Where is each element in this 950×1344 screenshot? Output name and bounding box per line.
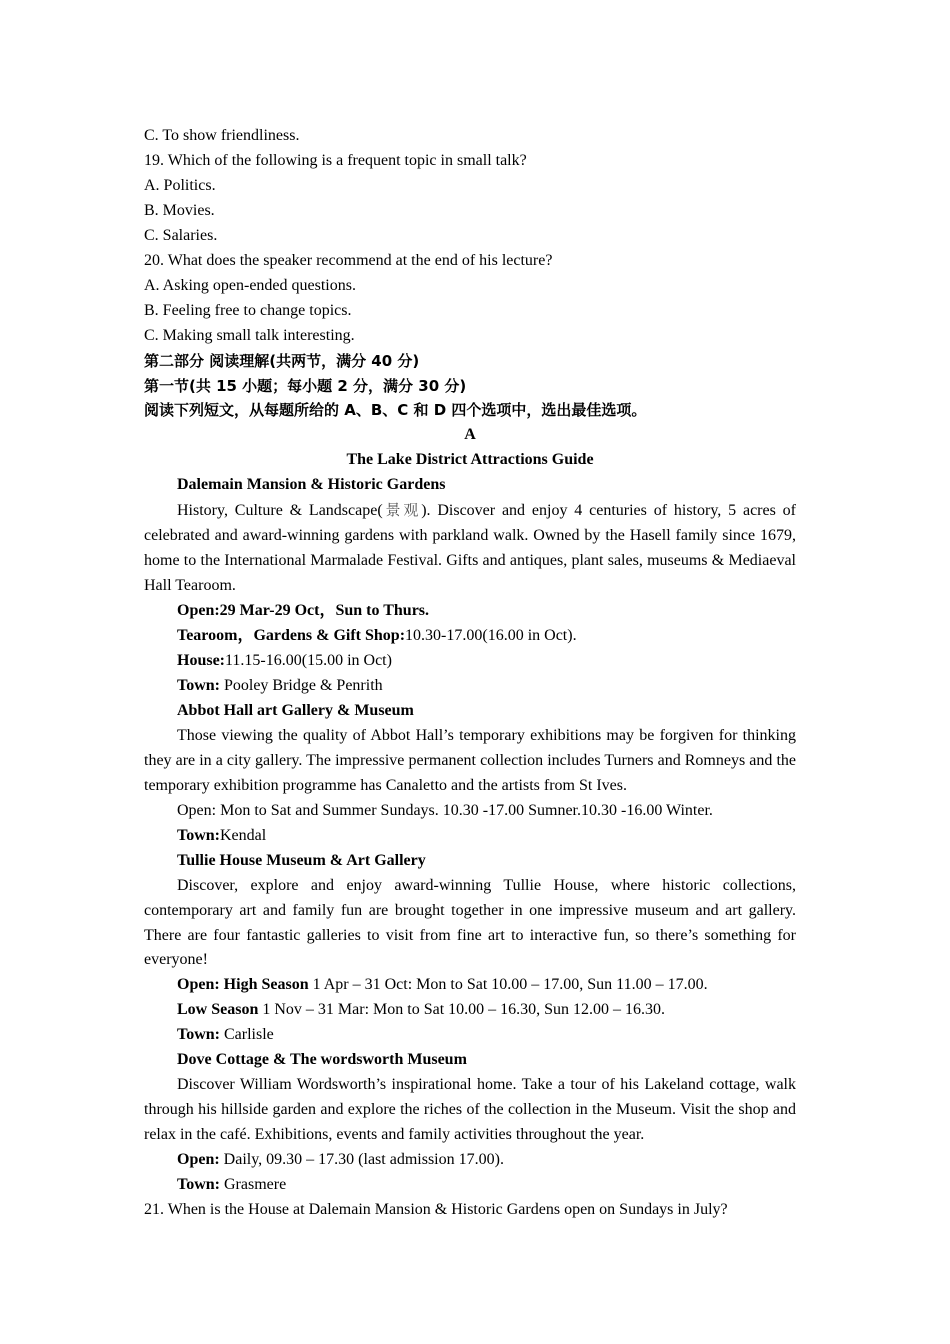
abbot-name: Abbot Hall art Gallery & Museum [177,701,414,719]
dalemain-town: Town: Pooley Bridge & Penrith [177,676,383,694]
dalemain-open: Open:29 Mar-29 Oct，Sun to Thurs. [177,602,430,620]
dalemain-description: History, Culture & Landscape(景观). Discover and enjoy 4 centuries of history, 5 acres of celebrated and award-winning gardens with parkland walk. Owned by the Hasell family since 1679, home to the International Marmalade Festival. Gifts and antiques, plant sales, museums & Mediaeval Hall Tearoom. [144,501,796,595]
q20-option-c: C. Making small talk interesting. [144,326,355,344]
dove-name: Dove Cottage & The wordsworth Museum [177,1051,467,1069]
dalemain-tearoom: Tearoom，Gardens & Gift Shop:10.30-17.00(16.00 in Oct). [177,627,577,645]
tullie-name: Tullie House Museum & Art Gallery [177,851,426,869]
dove-open: Open: Daily, 09.30 – 17.30 (last admission 17.00). [177,1151,504,1169]
instruction: 阅读下列短文，从每题所给的 A、B、C 和 D 四个选项中，选出最佳选项。 [144,401,647,420]
q20-option-a: A. Asking open-ended questions. [144,276,356,294]
tullie-low-season: Low Season 1 Nov – 31 Mar: Mon to Sat 10.00 – 16.30, Sun 12.00 – 16.30. [177,1001,666,1019]
q20-option-b: B. Feeling free to change topics. [144,301,352,319]
passage-letter: A [464,426,476,444]
q19-question: 19. Which of the following is a frequent topic in small talk? [144,151,527,169]
q20-question: 20. What does the speaker recommend at the end of his lecture? [144,251,553,269]
dove-description: Discover William Wordsworth’s inspirational home. Take a tour of his Lakeland cottage, walk through his hillside garden and explore the riches of the collection in the Museum. Visit the shop and relax in the café. Exhibitions, events and family activities throughout the year. [144,1076,796,1144]
tullie-description: Discover, explore and enjoy award-winning Tullie House, where historic collections, contemporary art and family fun are brought together in one impressive museum and art gallery. There are four fantastic galleries to visit from fine art to interactive fun, so there’s something for everyone! [144,876,796,969]
q19-option-c: C. Salaries. [144,226,218,244]
abbot-town: Town:Kendal [177,826,267,844]
tullie-town: Town: Carlisle [177,1026,274,1044]
exam-page [144,124,796,1223]
abbot-open: Open: Mon to Sat and Summer Sundays. 10.30 -17.00 Sumner.10.30 -16.00 Winter. [177,801,713,819]
sub-heading: 第一节(共 15 小题；每小题 2 分，满分 30 分) [144,376,467,395]
q21-question: 21. When is the House at Dalemain Mansion & Historic Gardens open on Sundays in July? [144,1200,728,1218]
abbot-description: Those viewing the quality of Abbot Hall’s temporary exhibitions may be forgiven for thinking they are in a city gallery. The impressive permanent collection includes Turners and Romneys and the temporary exhibition programme has Canaletto and the artists from St Ives. [144,726,796,794]
q19-option-b: B. Movies. [144,201,215,219]
q19-option-a: A. Politics. [144,176,216,194]
dove-town: Town: Grasmere [177,1176,287,1194]
landscape-cjk: 景观 [382,501,422,520]
passage-title: The Lake District Attractions Guide [346,451,594,469]
part-heading: 第二部分 阅读理解(共两节，满分 40 分) [144,351,420,370]
q18-option-c: C. To show friendliness. [144,127,300,144]
dalemain-name: Dalemain Mansion & Historic Gardens [177,476,446,494]
dalemain-house: House:11.15-16.00(15.00 in Oct) [177,652,392,670]
tullie-high-season: Open: High Season 1 Apr – 31 Oct: Mon to Sat 10.00 – 17.00, Sun 11.00 – 17.00. [177,976,708,994]
